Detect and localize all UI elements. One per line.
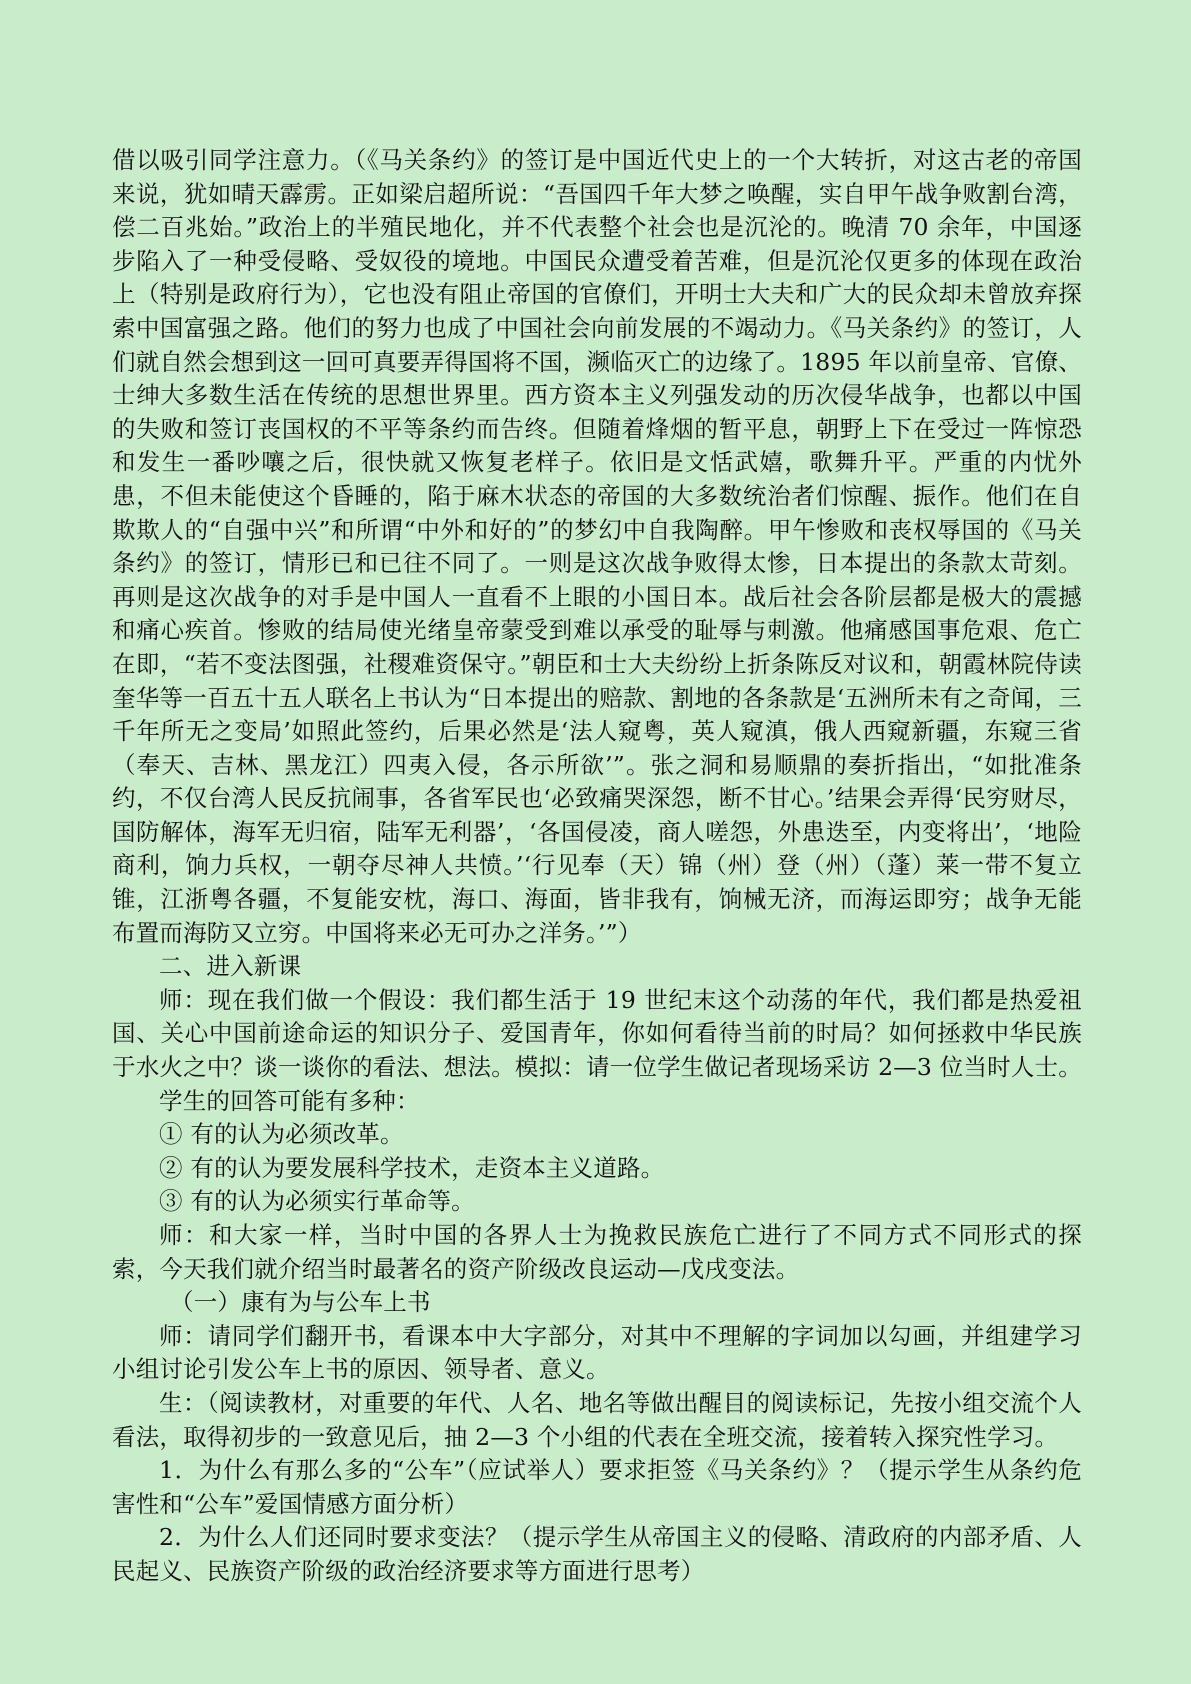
subsection-heading-kang-youwei: （一）康有为与公车上书	[170, 1288, 431, 1317]
paragraph-teacher-reform-intro: 师：和大家一样，当时中国的各界人士为挽救民族危亡进行了不同方式不同形式的探索，今天我们就介绍当时最著名的资产阶级改良运动—戊戌变法。	[112, 1221, 1082, 1283]
question-1: 1．为什么有那么多的“公车”（应试举人）要求拒签《马关条约》？（提示学生从条约危害性和“公车”爱国情感方面分析）	[112, 1456, 1082, 1518]
paragraph-student-activity: 生：（阅读教材，对重要的年代、人名、地名等做出醒目的阅读标记，先按小组交流个人看法，取得初步的一致意见后，抽 2—3 个小组的代表在全班交流，接着转入探究性学习。	[112, 1388, 1082, 1451]
question-2: 2．为什么人们还同时要求变法？（提示学生从帝国主义的侵略、清政府的内部矛盾、人民起义、民族资产阶级的政治经济要求等方面进行思考）	[112, 1523, 1082, 1585]
paragraph-teacher-reading-task: 师：请同学们翻开书，看课本中大字部分，对其中不理解的字词加以勾画，并组建学习小组讨论引发公车上书的原因、领导者、意义。	[112, 1321, 1082, 1384]
list-item-answer-2: ② 有的认为要发展科学技术，走资本主义道路。	[159, 1153, 665, 1182]
document-page	[112, 144, 1082, 1589]
paragraph-teacher-hypothesis: 师：现在我们做一个假设：我们都生活于 19 世纪末这个动荡的年代，我们都是热爱祖国、关心中国前途命运的知识分子、爱国青年，你如何看待当前的时局？如何拯救中华民族于水火之中？谈一谈你的看法、想法。模拟：请一位学生做记者现场采访 2—3 位当时人士。	[112, 985, 1082, 1082]
paragraph-intro-quote: 借以吸引同学注意力。（《马关条约》的签订是中国近代史上的一个大转折，对这古老的帝国来说，犹如晴天霹雳。正如梁启超所说：“吾国四千年大梦之唤醒，实自甲午战争败割台湾，偿二百兆始。”政治上的半殖民地化，并不代表整个社会也是沉沦的。晚清 70 余年，中国逐步陷入了一种受侵略、受奴役的境地。中国民众遭受着苦难，但是沉沦仅更多的体现在政治上（特别是政府行为），它也没有阻止帝国的官僚们，开明士大夫和广大的民众却未曾放弃探索中国富强之路。他们的努力也成了中国社会向前发展的不竭动力。《马关条约》的签订，人们就自然会想到这一回可真要弄得国将不国，濒临灭亡的边缘了。1895 年以前皇帝、官僚、士绅大多数生活在传统的思想世界里。西方资本主义列强发动的历次侵华战争，也都以中国的失败和签订丧国权的不平等条约而告终。但随着烽烟的暂平息，朝野上下在受过一阵惊恐和发生一番吵嚷之后，很快就又恢复老样子。依旧是文恬武嬉，歌舞升平。严重的内忧外患，不但未能使这个昏睡的，陷于麻木状态的帝国的大多数统治者们惊醒、振作。他们在自欺欺人的“自强中兴”和所谓“中外和好的”的梦幻中自我陶醉。甲午惨败和丧权辱国的《马关条约》的签订，情形已和已往不同了。一则是这次战争败得太惨，日本提出的条款太苛刻。再则是这次战争的对手是中国人一直看不上眼的小国日本。战后社会各阶层都是极大的震撼和痛心疾首。惨败的结局使光绪皇帝蒙受到难以承受的耻辱与刺激。他痛感国事危艰、危亡在即，“若不变法图强，社稷难资保守。”朝臣和士大夫纷纷上折条陈反对议和，朝霞林院侍读奎华等一百五十五人联名上书认为“日本提出的赔款、割地的各条款是‘五洲所未有之奇闻，三千年所无之变局’如照此签约，后果必然是‘法人窥粤，英人窥滇，俄人西窥新疆，东窥三省（奉天、吉林、黑龙江）四夷入侵，各示所欲’”。张之洞和易顺鼎的奏折指出，“如批准条约，不仅台湾人民反抗闹事，各省军民也‘必致痛哭深怨，断不甘心。’结果会弄得‘民穷财尽，国防解体，海军无归宿，陆军无利器’，‘各国侵凌，商人嗟怨，外患迭至，内变将出’，‘地险商利，饷力兵权，一朝夺尽神人共愤。’‘行见奉（天）锦（州）登（州）（蓬）莱一带不复立锥，江浙粤各疆，不复能安枕，海口、海面，皆非我有，饷械无济，而海运即穷；战争无能布置而海防又立穷。中国将来必无可办之洋务。’”）	[112, 146, 1082, 947]
list-item-answer-3: ③ 有的认为必须实行革命等。	[159, 1187, 475, 1216]
list-item-answer-1: ① 有的认为必须改革。	[159, 1120, 404, 1149]
paragraph-student-answers-intro: 学生的回答可能有多种：	[159, 1086, 420, 1115]
section-heading-new-lesson: 二、进入新课	[159, 952, 302, 981]
